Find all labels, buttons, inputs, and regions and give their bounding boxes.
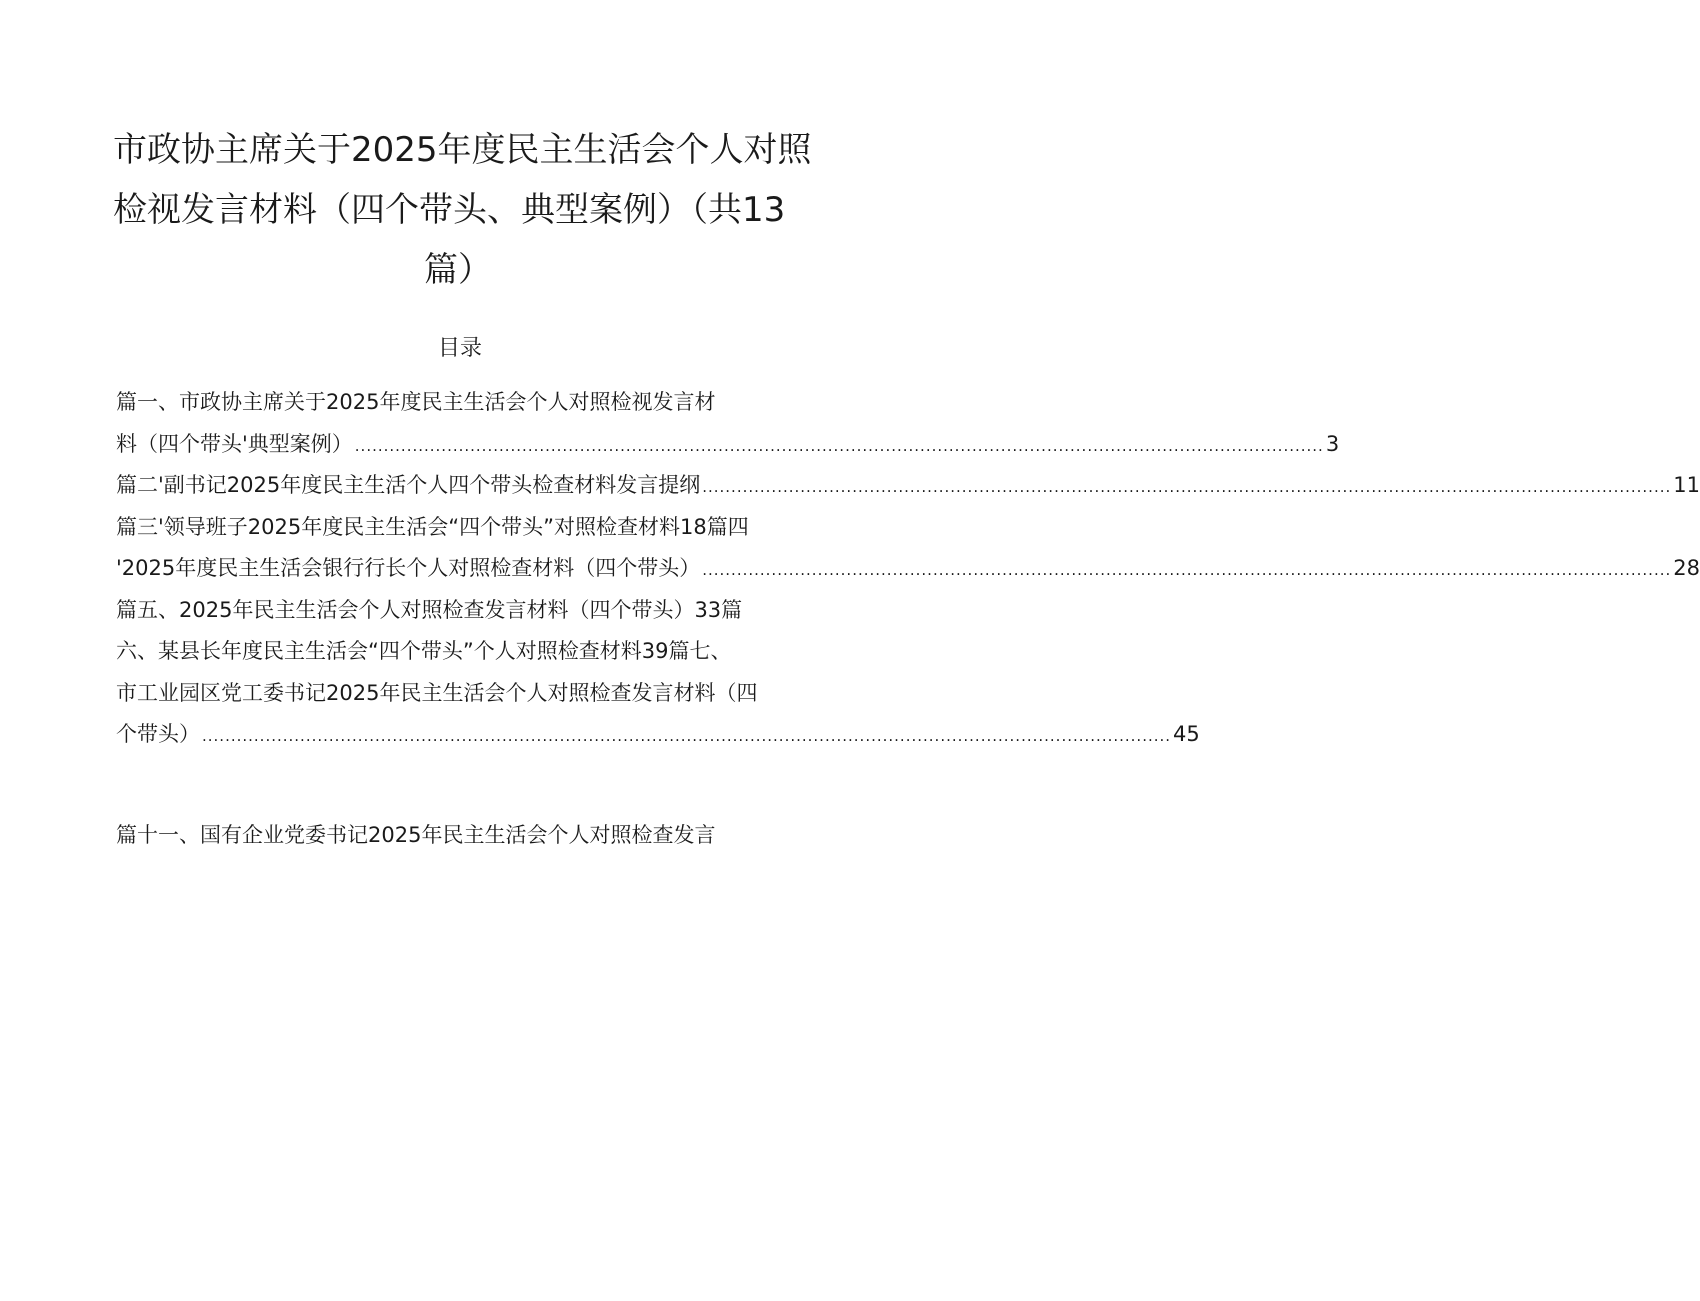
toc-entry-text: 篇三'领导班子2025年度民主生活会“四个带头”对照检查材料18篇四 — [116, 514, 749, 539]
toc-leader-dots: ........................................................................................................................................................................ — [354, 436, 1324, 455]
toc-line-6[interactable] — [116, 590, 828, 632]
toc-line-4[interactable] — [116, 507, 828, 549]
toc-leader-dots: ........................................................................................................................................................................ — [702, 561, 1672, 579]
toc-entry-text: 料（四个带头'典型案例） — [116, 431, 353, 456]
toc-line-2[interactable] — [116, 424, 1340, 466]
toc-leader-dots: ........................................................................................................................................................................ — [202, 727, 1172, 745]
toc-page-number: 3 — [1325, 431, 1340, 456]
toc-page-number: 11 — [1673, 473, 1700, 497]
toc-line-3[interactable] — [116, 465, 1700, 507]
body-text-line: 篇十一、国有企业党委书记2025年民主生活会个人对照检查发言 — [116, 823, 716, 847]
toc-entry-text: 市工业园区党工委书记2025年民主生活会个人对照检查发言材料（四 — [116, 680, 758, 705]
toc-page-number: 28 — [1673, 556, 1700, 580]
toc-line-1 — [116, 382, 828, 424]
toc-heading: 目录 — [437, 336, 482, 361]
toc-line-5[interactable] — [116, 548, 1700, 590]
toc-entry-text: 篇二'副书记2025年度民主生活个人四个带头检查材料发言提纲 — [116, 473, 701, 497]
table-of-contents — [116, 382, 1700, 756]
toc-entry-text: '2025年度民主生活会银行行长个人对照检查材料（四个带头） — [116, 556, 701, 580]
title-line-1: 市政协主席关于2025年度民主生活会个人对照 — [113, 130, 812, 170]
toc-entry-text: 个带头） — [116, 722, 200, 746]
title-line-3: 篇） — [424, 250, 492, 290]
toc-entry-text: 六、某县长年度民主生活会“四个带头”个人对照检查材料39篇七、 — [116, 639, 732, 663]
toc-line-8[interactable] — [116, 673, 828, 715]
toc-line-9[interactable] — [116, 714, 1200, 756]
toc-entry-text: 篇一、市政协主席关于2025年度民主生活会个人对照检视发言材 — [116, 390, 716, 414]
toc-page-number: 45 — [1173, 722, 1200, 746]
document-title — [113, 120, 813, 300]
toc-leader-dots: ........................................................................................................................................................................ — [702, 478, 1672, 496]
title-line-2: 检视发言材料（四个带头、典型案例）（共13 — [113, 190, 786, 230]
toc-line-7[interactable] — [116, 631, 828, 673]
toc-entry-text: 篇五、2025年民主生活会个人对照检查发言材料（四个带头）33篇 — [116, 597, 743, 622]
